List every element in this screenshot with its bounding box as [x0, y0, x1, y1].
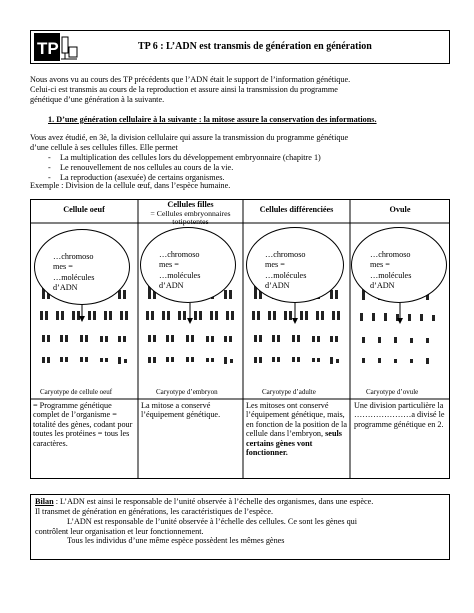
bubble-line: …molécules — [159, 270, 201, 280]
desc-oeuf: = Programme génétique complet de l’organisme = totalité des gènes, codant pour toutes les protéines = tous les caractères. — [33, 401, 133, 448]
example-text: Exemple : Division de la cellule œuf, dans l’espèce humaine. — [30, 181, 231, 190]
caption-ovule: Caryotype d’ovule — [366, 388, 419, 396]
bubble-line: mes = — [265, 260, 285, 270]
intro-line: Nous avons vu au cours des TP précédents que l’ADN était le support de l’information génétique. — [30, 75, 351, 84]
bubble-line: …molécules — [53, 272, 95, 282]
header-title: Cellules filles — [167, 200, 214, 209]
list-item: - La reproduction (asexuée) de certains organismes. — [30, 173, 450, 183]
logo — [34, 33, 78, 61]
intro-paragraph — [30, 75, 460, 105]
list-item: - Le renouvellement de nos cellules au cours de la vie. — [30, 163, 450, 173]
caption-embryon: Caryotype d’embryon — [156, 388, 218, 396]
header-title: Cellule oeuf — [63, 205, 105, 214]
section-line: d’une cellule à ses cellules filles. Elle permet — [30, 142, 178, 152]
bubble-line: …chromoso — [53, 252, 94, 261]
header-title: Cellules différenciées — [259, 205, 334, 214]
bubble-line: …chromoso — [370, 250, 411, 259]
desc-adulte-bold: seuls certains gènes vont fonctionner. — [246, 429, 342, 458]
bubble-line: d’ADN — [53, 282, 78, 292]
bilan-label: Bilan — [35, 497, 54, 506]
bubble-line: d’ADN — [265, 280, 290, 290]
bilan-line: contrôlent leur organisation et leur fonctionnement. — [35, 526, 204, 536]
bilan-line — [35, 497, 445, 507]
desc-embryon: La mitose a conservé l’équipement génétique. — [141, 401, 221, 420]
bubble-line: mes = — [159, 260, 179, 270]
mitosis-table — [30, 199, 450, 479]
header-title: Ovule — [389, 205, 411, 214]
caption-adulte: Caryotype d’adulte — [262, 388, 316, 396]
bubble-line: d’ADN — [370, 280, 395, 290]
list-item: - La multiplication des cellules lors du développement embryonnaire (chapitre 1) — [30, 153, 450, 163]
bullet-list — [30, 153, 450, 183]
bilan-line: Il transmet de génération en générations, les caractéristiques de l’espèce. — [35, 506, 274, 516]
header-subtitle: = Cellules embryonnaires totipotentes — [150, 208, 231, 227]
bubble-line: mes = — [53, 262, 73, 272]
logo-text: TP — [37, 39, 59, 58]
bubble-line: mes = — [370, 260, 390, 270]
desc-adulte — [246, 401, 348, 458]
page-title: TP 6 : L’ADN est transmis de génération en génération — [138, 41, 372, 52]
intro-line: Celui-ci est transmis au cours de la reproduction et assure ainsi la transmission du programme — [30, 84, 338, 94]
bubble-line: …molécules — [265, 270, 307, 280]
bilan-line: L’ADN est responsable de l’unité observée à l’échelle des cellules. Ce sont les gènes qui — [67, 516, 358, 526]
intro-line: génétique d’une génération à la suivante. — [30, 94, 165, 104]
section-paragraph — [30, 133, 460, 153]
bubble-line: …chromoso — [159, 250, 200, 259]
desc-ovule: Une division particulière la …………………a divisé le programme génétique en 2. — [354, 401, 445, 429]
bilan-line: Tous les individus d’une même espèce possèdent les mêmes gènes — [67, 536, 285, 546]
arrows — [30, 199, 450, 339]
bubble-line: d’ADN — [159, 280, 184, 290]
section-line: Vous avez étudié, en 3è, la division cellulaire qui assure la transmission du programme génétique — [30, 133, 349, 142]
caption-oeuf: Caryotype de cellule oeuf — [40, 388, 113, 396]
section-heading: 1. D’une génération cellulaire à la suivante : la mitose assure la conservation des informations. — [48, 115, 377, 124]
desc-adulte-text: Les mitoses ont conservé l’équipement génétique, mais, en fonction de la position de la cellule dans l’embryon, — [246, 401, 347, 439]
bilan-text: : L’ADN est ainsi le responsable de l’unité observée à l’échelle des organismes, dans une espèce. — [53, 497, 374, 506]
bubble-line: …molécules — [370, 270, 412, 280]
bilan-box — [30, 494, 450, 560]
bubble-line: …chromoso — [265, 250, 306, 259]
